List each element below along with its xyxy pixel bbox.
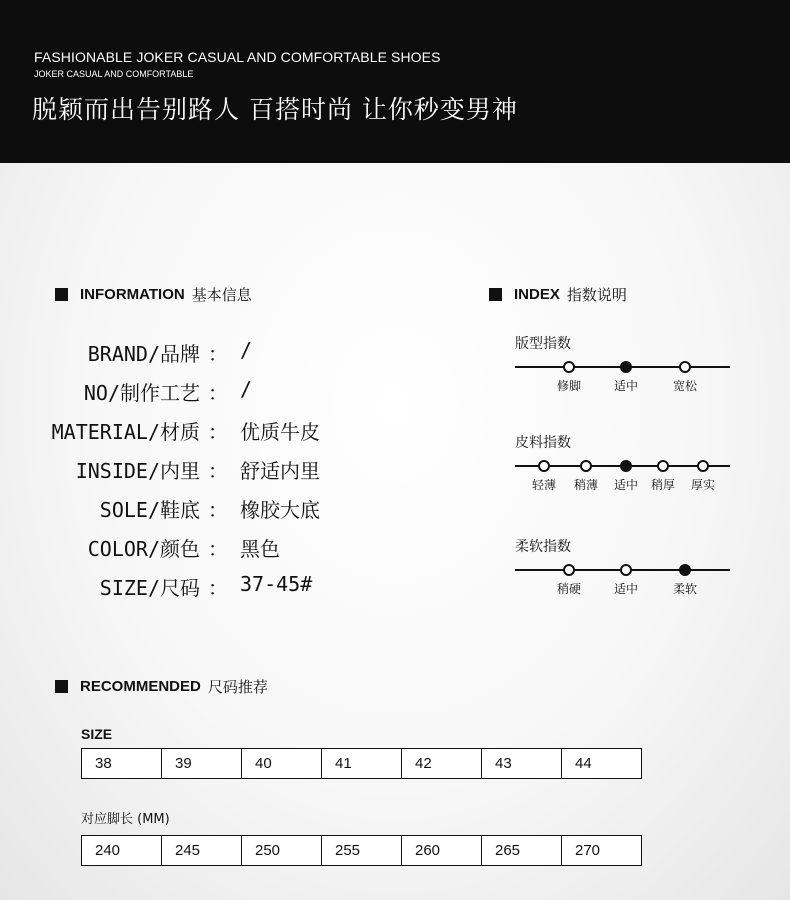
info-colon: ：	[208, 342, 228, 366]
index-marker-label: 稍薄	[573, 478, 599, 492]
index-marker	[563, 564, 575, 576]
foot-length-table	[81, 835, 642, 866]
square-bullet-icon	[55, 288, 68, 301]
size-cell: 39	[162, 749, 242, 779]
recommended-title-en: RECOMMENDED	[80, 678, 201, 695]
info-row	[0, 533, 400, 559]
size-label: SIZE	[81, 726, 113, 742]
index-marker-label: 稍厚	[650, 478, 676, 492]
recommended-heading	[55, 676, 268, 697]
size-cell: 43	[482, 749, 562, 779]
info-value: /	[240, 338, 253, 362]
info-value: 舒适内里	[240, 459, 320, 483]
banner-subline-en: JOKER CASUAL AND COMFORTABLE	[34, 69, 194, 79]
foot-length-cell: 255	[322, 836, 402, 866]
index-marker	[697, 460, 709, 472]
index-marker-label: 宽松	[672, 379, 698, 393]
foot-length-cell: 250	[242, 836, 322, 866]
info-key: SOLE/鞋底	[99, 498, 200, 522]
foot-length-cell: 260	[402, 836, 482, 866]
information-title-en: INFORMATION	[80, 286, 185, 303]
index-marker	[679, 361, 691, 373]
size-cell: 44	[562, 749, 642, 779]
index-title-en: INDEX	[514, 286, 560, 303]
banner-slogan: 脱颖而出告别路人 百搭时尚 让你秒变男神	[32, 95, 518, 124]
info-row	[0, 416, 400, 442]
info-key: MATERIAL/材质	[51, 420, 200, 444]
index-marker	[580, 460, 592, 472]
index-marker-selected	[679, 564, 691, 576]
index-scale-title: 皮料指数	[515, 435, 571, 451]
info-value: 优质牛皮	[240, 420, 320, 444]
banner-headline-en: FASHIONABLE JOKER CASUAL AND COMFORTABLE SHOES	[34, 49, 441, 65]
size-cell: 40	[242, 749, 322, 779]
square-bullet-icon	[55, 680, 68, 693]
index-scale-title: 柔软指数	[515, 539, 571, 555]
information-title-zh: 基本信息	[191, 286, 252, 304]
size-cell: 41	[322, 749, 402, 779]
header-banner	[0, 0, 790, 163]
info-key: BRAND/品牌	[87, 342, 200, 366]
index-marker-label: 柔软	[672, 582, 698, 596]
index-marker-label: 适中	[613, 478, 639, 492]
index-title-zh: 指数说明	[566, 286, 627, 304]
info-colon: ：	[208, 576, 228, 600]
index-marker	[620, 564, 632, 576]
square-bullet-icon	[489, 288, 502, 301]
info-value: 37-45#	[240, 572, 313, 596]
size-cell: 38	[82, 749, 162, 779]
info-value: 橡胶大底	[240, 498, 320, 522]
info-value: 黑色	[240, 537, 280, 561]
index-marker	[657, 460, 669, 472]
index-marker-label: 厚实	[690, 478, 716, 492]
info-key: SIZE/尺码	[99, 576, 200, 600]
info-value: /	[240, 377, 253, 401]
info-colon: ：	[208, 381, 228, 405]
foot-length-label: 对应脚长 (MM)	[81, 812, 170, 827]
foot-length-cell: 245	[162, 836, 242, 866]
info-key: INSIDE/内里	[75, 459, 200, 483]
foot-length-cell: 265	[482, 836, 562, 866]
size-table	[81, 748, 642, 779]
info-key: COLOR/颜色	[87, 537, 200, 561]
info-key: NO/制作工艺	[83, 381, 200, 405]
index-marker-selected	[620, 361, 632, 373]
index-marker-label: 修脚	[556, 379, 582, 393]
recommended-title-zh: 尺码推荐	[207, 678, 268, 696]
index-marker-label: 稍硬	[556, 582, 582, 596]
info-row	[0, 455, 400, 481]
foot-length-cell: 270	[562, 836, 642, 866]
info-colon: ：	[208, 498, 228, 522]
index-marker	[563, 361, 575, 373]
info-row	[0, 572, 400, 598]
info-row	[0, 494, 400, 520]
index-heading	[489, 284, 627, 305]
index-scale-title: 版型指数	[515, 336, 571, 352]
index-marker-selected	[620, 460, 632, 472]
size-cell: 42	[402, 749, 482, 779]
info-colon: ：	[208, 420, 228, 444]
info-row	[0, 338, 400, 364]
foot-length-cell: 240	[82, 836, 162, 866]
index-marker	[538, 460, 550, 472]
index-marker-label: 适中	[613, 379, 639, 393]
info-colon: ：	[208, 537, 228, 561]
information-heading	[55, 284, 252, 305]
index-marker-label: 轻薄	[531, 478, 557, 492]
index-marker-label: 适中	[613, 582, 639, 596]
info-colon: ：	[208, 459, 228, 483]
info-row	[0, 377, 400, 403]
